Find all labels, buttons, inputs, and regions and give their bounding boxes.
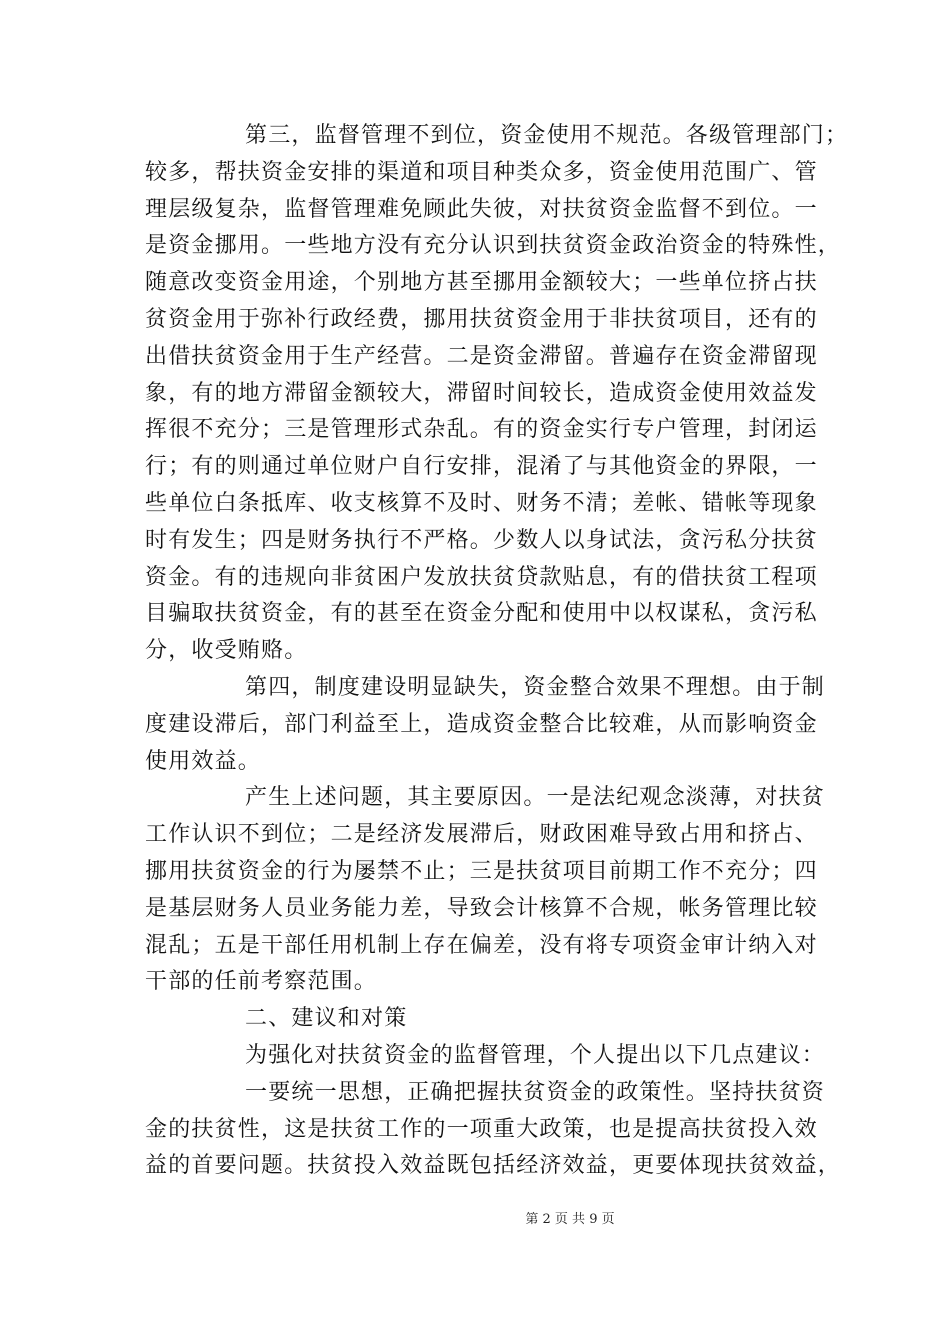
text-line: 工作认识不到位；二是经济发展滞后，财政困难导致占用和挤占、 bbox=[145, 822, 818, 848]
text-line: 较多，帮扶资金安排的渠道和项目种类众多，资金使用范围广、管 bbox=[145, 159, 818, 185]
paragraph bbox=[145, 118, 849, 670]
text-line: 度建设滞后，部门利益至上，造成资金整合比较难，从而影响资金 bbox=[145, 711, 818, 737]
text-line: 挪用扶贫资金的行为屡禁不止；三是扶贫项目前期工作不充分；四 bbox=[145, 858, 818, 884]
text-line: 第四，制度建设明显缺失，资金整合效果不理想。由于制 bbox=[245, 674, 826, 700]
text-line: 目骗取扶贫资金，有的甚至在资金分配和使用中以权谋私，贪污私 bbox=[145, 601, 818, 627]
text-line: 是资金挪用。一些地方没有充分认识到扶贫资金政治资金的特殊性， bbox=[145, 233, 842, 259]
text-line: 是基层财务人员业务能力差，导致会计核算不合规，帐务管理比较 bbox=[145, 895, 818, 921]
text-line: 混乱；五是干部任用机制上存在偏差，没有将专项资金审计纳入对 bbox=[145, 932, 818, 958]
text-line: 些单位白条抵库、收支核算不及时、财务不清；差帐、错帐等现象 bbox=[145, 490, 818, 516]
text-line: 产生上述问题，其主要原因。一是法纪观念淡薄，对扶贫 bbox=[245, 785, 826, 811]
text-line: 为强化对扶贫资金的监督管理，个人提出以下几点建议： bbox=[245, 1042, 826, 1068]
text-line: 理层级复杂，监督管理难免顾此失彼，对扶贫资金监督不到位。一 bbox=[145, 196, 818, 222]
paragraph bbox=[145, 670, 826, 780]
text-line: 出借扶贫资金用于生产经营。二是资金滞留。普遍存在资金滞留现 bbox=[145, 343, 818, 369]
text-line: 挥很不充分；三是管理形式杂乱。有的资金实行专户管理，封闭运 bbox=[145, 417, 818, 443]
text-line: 随意改变资金用途，个别地方甚至挪用金额较大；一些单位挤占扶 bbox=[145, 270, 818, 296]
text-line: 金的扶贫性，这是扶贫工作的一项重大政策，也是提高扶贫投入效 bbox=[145, 1116, 818, 1142]
text-line: 干部的任前考察范围。 bbox=[145, 969, 378, 995]
text-line: 资金。有的违规向非贫困户发放扶贫贷款贴息，有的借扶贫工程项 bbox=[145, 564, 818, 590]
text-line: 分，收受贿赂。 bbox=[145, 638, 308, 664]
text-line: 第三，监督管理不到位，资金使用不规范。各级管理部门； bbox=[245, 123, 849, 148]
text-line: 使用效益。 bbox=[145, 748, 262, 774]
text-line: 一要统一思想，正确把握扶贫资金的政策性。坚持扶贫资 bbox=[245, 1079, 826, 1105]
text-line: 贫资金用于弥补行政经费，挪用扶贫资金用于非扶贫项目，还有的 bbox=[145, 306, 818, 332]
paragraph bbox=[145, 1001, 817, 1038]
text-line: 二、建议和对策 bbox=[245, 1006, 408, 1032]
text-line: 象，有的地方滞留金额较大，滞留时间较长，造成资金使用效益发 bbox=[145, 380, 818, 406]
text-line: 益的首要问题。扶贫投入效益既包括经济效益，更要体现扶贫效益， bbox=[145, 1153, 842, 1179]
page-number: 第 2 页 共 9 页 bbox=[525, 1212, 615, 1227]
paragraph bbox=[145, 1038, 826, 1075]
document-body bbox=[145, 118, 849, 1185]
page-footer bbox=[0, 1208, 950, 1227]
text-line: 行；有的则通过单位财户自行安排，混淆了与其他资金的界限，一 bbox=[145, 454, 818, 480]
text-line: 时有发生；四是财务执行不严格。少数人以身试法，贪污私分扶贫 bbox=[145, 527, 818, 553]
paragraph bbox=[145, 1075, 842, 1185]
paragraph bbox=[145, 780, 826, 1001]
